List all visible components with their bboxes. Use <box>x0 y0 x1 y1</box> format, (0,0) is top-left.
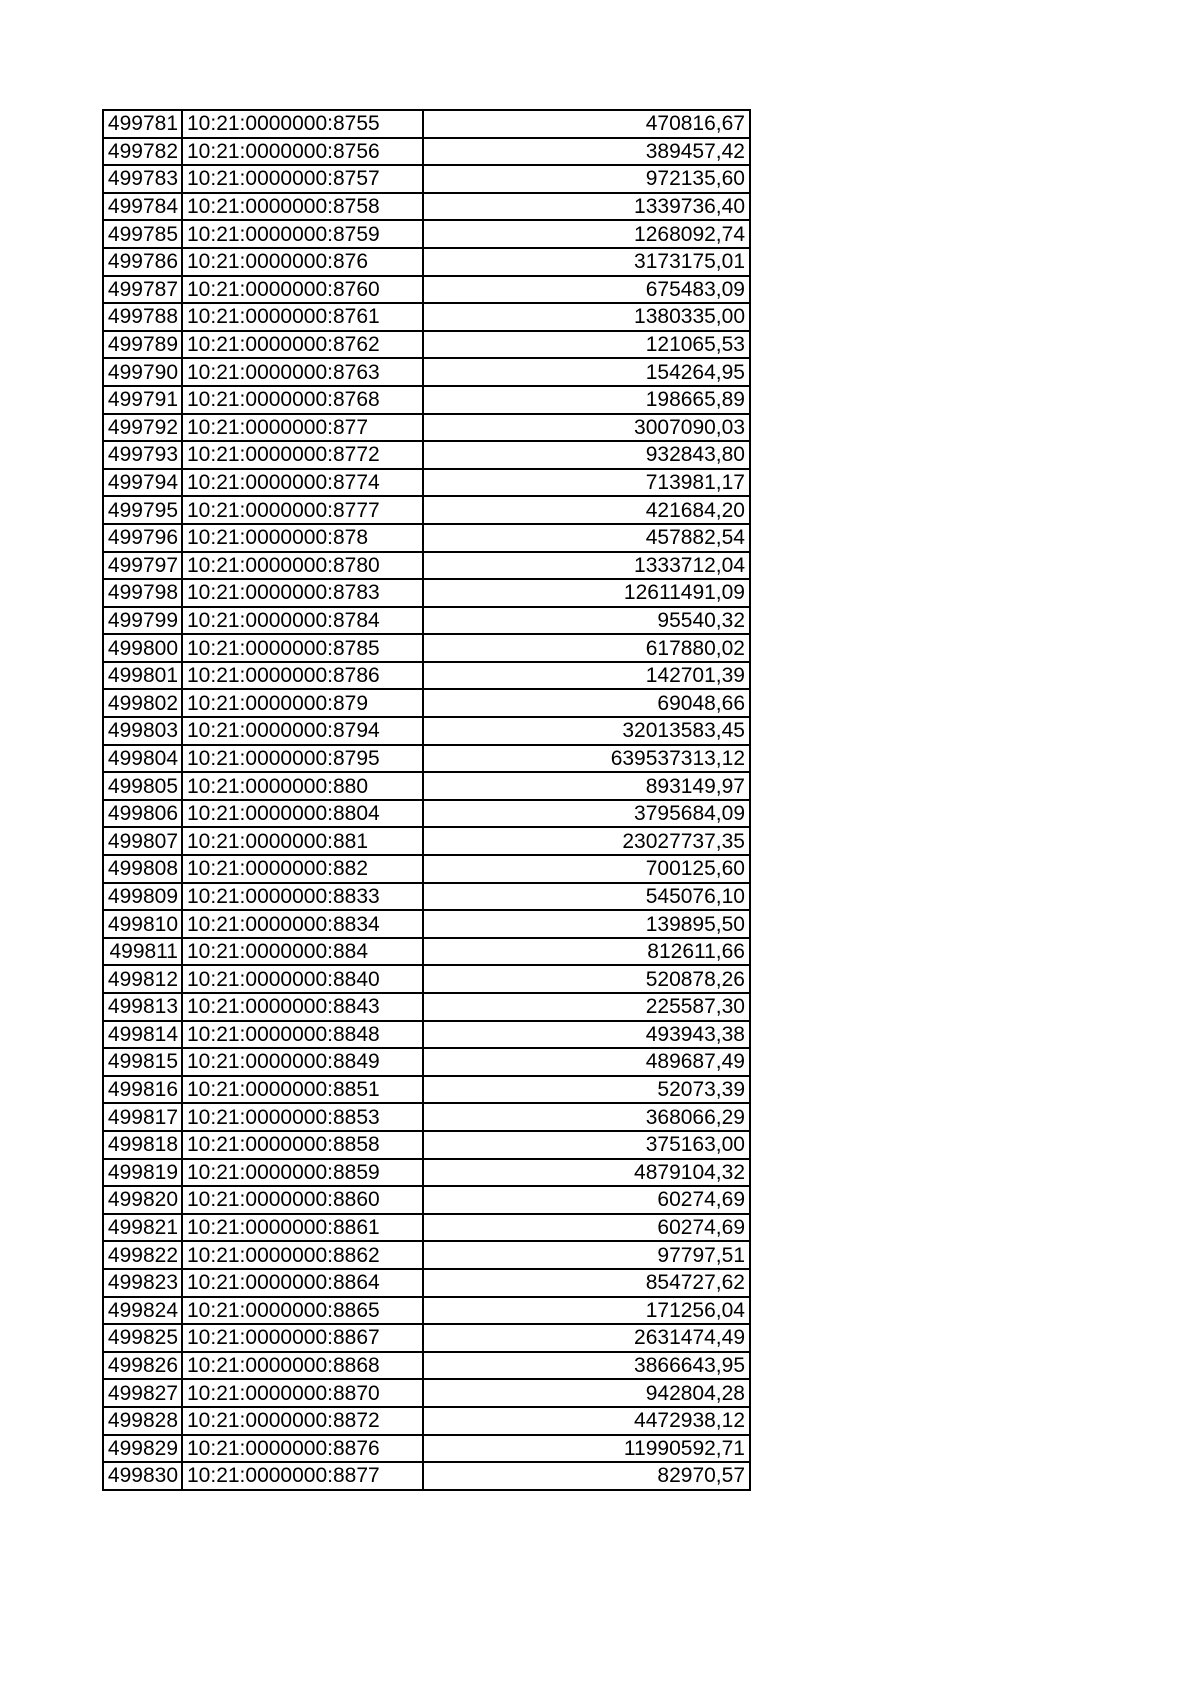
row-id-cell: 499787 <box>103 276 182 304</box>
table-row <box>103 358 750 386</box>
table-row <box>103 827 750 855</box>
table-row <box>103 276 750 304</box>
row-id-cell: 499822 <box>103 1241 182 1269</box>
table-row <box>103 689 750 717</box>
row-id-cell: 499795 <box>103 496 182 524</box>
amount-cell: 82970,57 <box>423 1462 750 1490</box>
cadastral-number-cell: 10:21:0000000:8861 <box>182 1214 423 1242</box>
table-row <box>103 1297 750 1325</box>
table-row <box>103 993 750 1021</box>
row-id-cell: 499827 <box>103 1379 182 1407</box>
table-row <box>103 552 750 580</box>
row-id-cell: 499794 <box>103 469 182 497</box>
table-row <box>103 414 750 442</box>
table-row <box>103 855 750 883</box>
table-row <box>103 1076 750 1104</box>
table-row <box>103 1186 750 1214</box>
table-row <box>103 1103 750 1131</box>
row-id-cell: 499807 <box>103 827 182 855</box>
amount-cell: 60274,69 <box>423 1214 750 1242</box>
cadastral-number-cell: 10:21:0000000:8780 <box>182 552 423 580</box>
amount-cell: 11990592,71 <box>423 1435 750 1463</box>
cadastral-number-cell: 10:21:0000000:8834 <box>182 910 423 938</box>
row-id-cell: 499783 <box>103 165 182 193</box>
row-id-cell: 499823 <box>103 1269 182 1297</box>
amount-cell: 3173175,01 <box>423 248 750 276</box>
cadastral-number-cell: 10:21:0000000:8877 <box>182 1462 423 1490</box>
data-table <box>102 109 751 1491</box>
row-id-cell: 499815 <box>103 1048 182 1076</box>
table-row <box>103 1214 750 1242</box>
cadastral-number-cell: 10:21:0000000:8862 <box>182 1241 423 1269</box>
cadastral-number-cell: 10:21:0000000:8833 <box>182 883 423 911</box>
table-row <box>103 110 750 138</box>
row-id-cell: 499812 <box>103 965 182 993</box>
cadastral-number-cell: 10:21:0000000:881 <box>182 827 423 855</box>
table-body <box>103 110 750 1490</box>
table-row <box>103 772 750 800</box>
row-id-cell: 499816 <box>103 1076 182 1104</box>
cadastral-number-cell: 10:21:0000000:8858 <box>182 1131 423 1159</box>
row-id-cell: 499825 <box>103 1324 182 1352</box>
amount-cell: 972135,60 <box>423 165 750 193</box>
cadastral-number-cell: 10:21:0000000:8876 <box>182 1435 423 1463</box>
cadastral-number-cell: 10:21:0000000:8851 <box>182 1076 423 1104</box>
table-row <box>103 800 750 828</box>
cadastral-number-cell: 10:21:0000000:8756 <box>182 138 423 166</box>
table-row <box>103 910 750 938</box>
table-row <box>103 1324 750 1352</box>
amount-cell: 639537313,12 <box>423 745 750 773</box>
table-row <box>103 662 750 690</box>
table-row <box>103 1131 750 1159</box>
amount-cell: 812611,66 <box>423 938 750 966</box>
amount-cell: 12611491,09 <box>423 579 750 607</box>
table-row <box>103 965 750 993</box>
amount-cell: 2631474,49 <box>423 1324 750 1352</box>
table-row <box>103 331 750 359</box>
row-id-cell: 499788 <box>103 303 182 331</box>
amount-cell: 942804,28 <box>423 1379 750 1407</box>
row-id-cell: 499811 <box>103 938 182 966</box>
row-id-cell: 499782 <box>103 138 182 166</box>
amount-cell: 375163,00 <box>423 1131 750 1159</box>
amount-cell: 893149,97 <box>423 772 750 800</box>
cadastral-number-cell: 10:21:0000000:8864 <box>182 1269 423 1297</box>
row-id-cell: 499799 <box>103 607 182 635</box>
cadastral-number-cell: 10:21:0000000:8849 <box>182 1048 423 1076</box>
cadastral-number-cell: 10:21:0000000:8772 <box>182 441 423 469</box>
amount-cell: 32013583,45 <box>423 717 750 745</box>
cadastral-number-cell: 10:21:0000000:8755 <box>182 110 423 138</box>
row-id-cell: 499824 <box>103 1297 182 1325</box>
table-row <box>103 938 750 966</box>
cadastral-number-cell: 10:21:0000000:8865 <box>182 1297 423 1325</box>
amount-cell: 854727,62 <box>423 1269 750 1297</box>
row-id-cell: 499793 <box>103 441 182 469</box>
cadastral-number-cell: 10:21:0000000:8757 <box>182 165 423 193</box>
cadastral-number-cell: 10:21:0000000:8777 <box>182 496 423 524</box>
amount-cell: 142701,39 <box>423 662 750 690</box>
table-row <box>103 1435 750 1463</box>
amount-cell: 69048,66 <box>423 689 750 717</box>
row-id-cell: 499814 <box>103 1021 182 1049</box>
table-row <box>103 193 750 221</box>
row-id-cell: 499810 <box>103 910 182 938</box>
amount-cell: 389457,42 <box>423 138 750 166</box>
cadastral-number-cell: 10:21:0000000:879 <box>182 689 423 717</box>
row-id-cell: 499785 <box>103 220 182 248</box>
row-id-cell: 499797 <box>103 552 182 580</box>
amount-cell: 368066,29 <box>423 1103 750 1131</box>
row-id-cell: 499796 <box>103 524 182 552</box>
amount-cell: 139895,50 <box>423 910 750 938</box>
row-id-cell: 499789 <box>103 331 182 359</box>
table-row <box>103 883 750 911</box>
table-row <box>103 386 750 414</box>
amount-cell: 3866643,95 <box>423 1352 750 1380</box>
row-id-cell: 499821 <box>103 1214 182 1242</box>
cadastral-number-cell: 10:21:0000000:880 <box>182 772 423 800</box>
amount-cell: 520878,26 <box>423 965 750 993</box>
row-id-cell: 499830 <box>103 1462 182 1490</box>
row-id-cell: 499792 <box>103 414 182 442</box>
amount-cell: 457882,54 <box>423 524 750 552</box>
amount-cell: 97797,51 <box>423 1241 750 1269</box>
row-id-cell: 499802 <box>103 689 182 717</box>
cadastral-number-cell: 10:21:0000000:8804 <box>182 800 423 828</box>
amount-cell: 1268092,74 <box>423 220 750 248</box>
row-id-cell: 499790 <box>103 358 182 386</box>
cadastral-number-cell: 10:21:0000000:877 <box>182 414 423 442</box>
amount-cell: 95540,32 <box>423 607 750 635</box>
cadastral-number-cell: 10:21:0000000:8758 <box>182 193 423 221</box>
amount-cell: 4472938,12 <box>423 1407 750 1435</box>
table-row <box>103 1352 750 1380</box>
table-row <box>103 1159 750 1187</box>
cadastral-number-cell: 10:21:0000000:8785 <box>182 634 423 662</box>
amount-cell: 121065,53 <box>423 331 750 359</box>
cadastral-number-cell: 10:21:0000000:8761 <box>182 303 423 331</box>
row-id-cell: 499808 <box>103 855 182 883</box>
cadastral-number-cell: 10:21:0000000:8840 <box>182 965 423 993</box>
cadastral-number-cell: 10:21:0000000:8763 <box>182 358 423 386</box>
row-id-cell: 499828 <box>103 1407 182 1435</box>
amount-cell: 713981,17 <box>423 469 750 497</box>
cadastral-number-cell: 10:21:0000000:8843 <box>182 993 423 1021</box>
table-row <box>103 138 750 166</box>
amount-cell: 198665,89 <box>423 386 750 414</box>
row-id-cell: 499820 <box>103 1186 182 1214</box>
table-row <box>103 220 750 248</box>
table-row <box>103 1241 750 1269</box>
table-row <box>103 165 750 193</box>
row-id-cell: 499813 <box>103 993 182 1021</box>
row-id-cell: 499800 <box>103 634 182 662</box>
amount-cell: 545076,10 <box>423 883 750 911</box>
row-id-cell: 499829 <box>103 1435 182 1463</box>
table-row <box>103 579 750 607</box>
cadastral-number-cell: 10:21:0000000:8762 <box>182 331 423 359</box>
row-id-cell: 499801 <box>103 662 182 690</box>
amount-cell: 470816,67 <box>423 110 750 138</box>
table-row <box>103 717 750 745</box>
table-row <box>103 1021 750 1049</box>
row-id-cell: 499817 <box>103 1103 182 1131</box>
table-row <box>103 303 750 331</box>
table-row <box>103 496 750 524</box>
amount-cell: 700125,60 <box>423 855 750 883</box>
cadastral-number-cell: 10:21:0000000:8794 <box>182 717 423 745</box>
amount-cell: 1380335,00 <box>423 303 750 331</box>
cadastral-number-cell: 10:21:0000000:876 <box>182 248 423 276</box>
cadastral-number-cell: 10:21:0000000:8860 <box>182 1186 423 1214</box>
row-id-cell: 499786 <box>103 248 182 276</box>
row-id-cell: 499781 <box>103 110 182 138</box>
cadastral-number-cell: 10:21:0000000:8784 <box>182 607 423 635</box>
row-id-cell: 499818 <box>103 1131 182 1159</box>
amount-cell: 617880,02 <box>423 634 750 662</box>
amount-cell: 493943,38 <box>423 1021 750 1049</box>
table-row <box>103 441 750 469</box>
amount-cell: 675483,09 <box>423 276 750 304</box>
cadastral-number-cell: 10:21:0000000:882 <box>182 855 423 883</box>
cadastral-number-cell: 10:21:0000000:8872 <box>182 1407 423 1435</box>
cadastral-number-cell: 10:21:0000000:8774 <box>182 469 423 497</box>
cadastral-number-cell: 10:21:0000000:8768 <box>182 386 423 414</box>
cadastral-number-cell: 10:21:0000000:878 <box>182 524 423 552</box>
table-row <box>103 469 750 497</box>
table-row <box>103 634 750 662</box>
cadastral-number-cell: 10:21:0000000:8783 <box>182 579 423 607</box>
row-id-cell: 499798 <box>103 579 182 607</box>
cadastral-number-cell: 10:21:0000000:8786 <box>182 662 423 690</box>
cadastral-number-cell: 10:21:0000000:8795 <box>182 745 423 773</box>
amount-cell: 1333712,04 <box>423 552 750 580</box>
cadastral-number-cell: 10:21:0000000:8759 <box>182 220 423 248</box>
row-id-cell: 499805 <box>103 772 182 800</box>
row-id-cell: 499784 <box>103 193 182 221</box>
cadastral-number-cell: 10:21:0000000:8859 <box>182 1159 423 1187</box>
table-row <box>103 1048 750 1076</box>
row-id-cell: 499819 <box>103 1159 182 1187</box>
amount-cell: 52073,39 <box>423 1076 750 1104</box>
table-row <box>103 1379 750 1407</box>
table-row <box>103 248 750 276</box>
table-row <box>103 607 750 635</box>
row-id-cell: 499806 <box>103 800 182 828</box>
amount-cell: 421684,20 <box>423 496 750 524</box>
table-row <box>103 1462 750 1490</box>
row-id-cell: 499804 <box>103 745 182 773</box>
cadastral-number-cell: 10:21:0000000:8868 <box>182 1352 423 1380</box>
amount-cell: 171256,04 <box>423 1297 750 1325</box>
table-row <box>103 1269 750 1297</box>
row-id-cell: 499826 <box>103 1352 182 1380</box>
cadastral-number-cell: 10:21:0000000:8848 <box>182 1021 423 1049</box>
amount-cell: 489687,49 <box>423 1048 750 1076</box>
amount-cell: 23027737,35 <box>423 827 750 855</box>
amount-cell: 3007090,03 <box>423 414 750 442</box>
amount-cell: 1339736,40 <box>423 193 750 221</box>
amount-cell: 60274,69 <box>423 1186 750 1214</box>
table-row <box>103 524 750 552</box>
amount-cell: 154264,95 <box>423 358 750 386</box>
table-row <box>103 1407 750 1435</box>
row-id-cell: 499791 <box>103 386 182 414</box>
amount-cell: 225587,30 <box>423 993 750 1021</box>
row-id-cell: 499809 <box>103 883 182 911</box>
amount-cell: 932843,80 <box>423 441 750 469</box>
row-id-cell: 499803 <box>103 717 182 745</box>
table-row <box>103 745 750 773</box>
amount-cell: 3795684,09 <box>423 800 750 828</box>
amount-cell: 4879104,32 <box>423 1159 750 1187</box>
cadastral-number-cell: 10:21:0000000:8870 <box>182 1379 423 1407</box>
cadastral-number-cell: 10:21:0000000:8760 <box>182 276 423 304</box>
cadastral-number-cell: 10:21:0000000:8853 <box>182 1103 423 1131</box>
cadastral-number-cell: 10:21:0000000:8867 <box>182 1324 423 1352</box>
cadastral-number-cell: 10:21:0000000:884 <box>182 938 423 966</box>
